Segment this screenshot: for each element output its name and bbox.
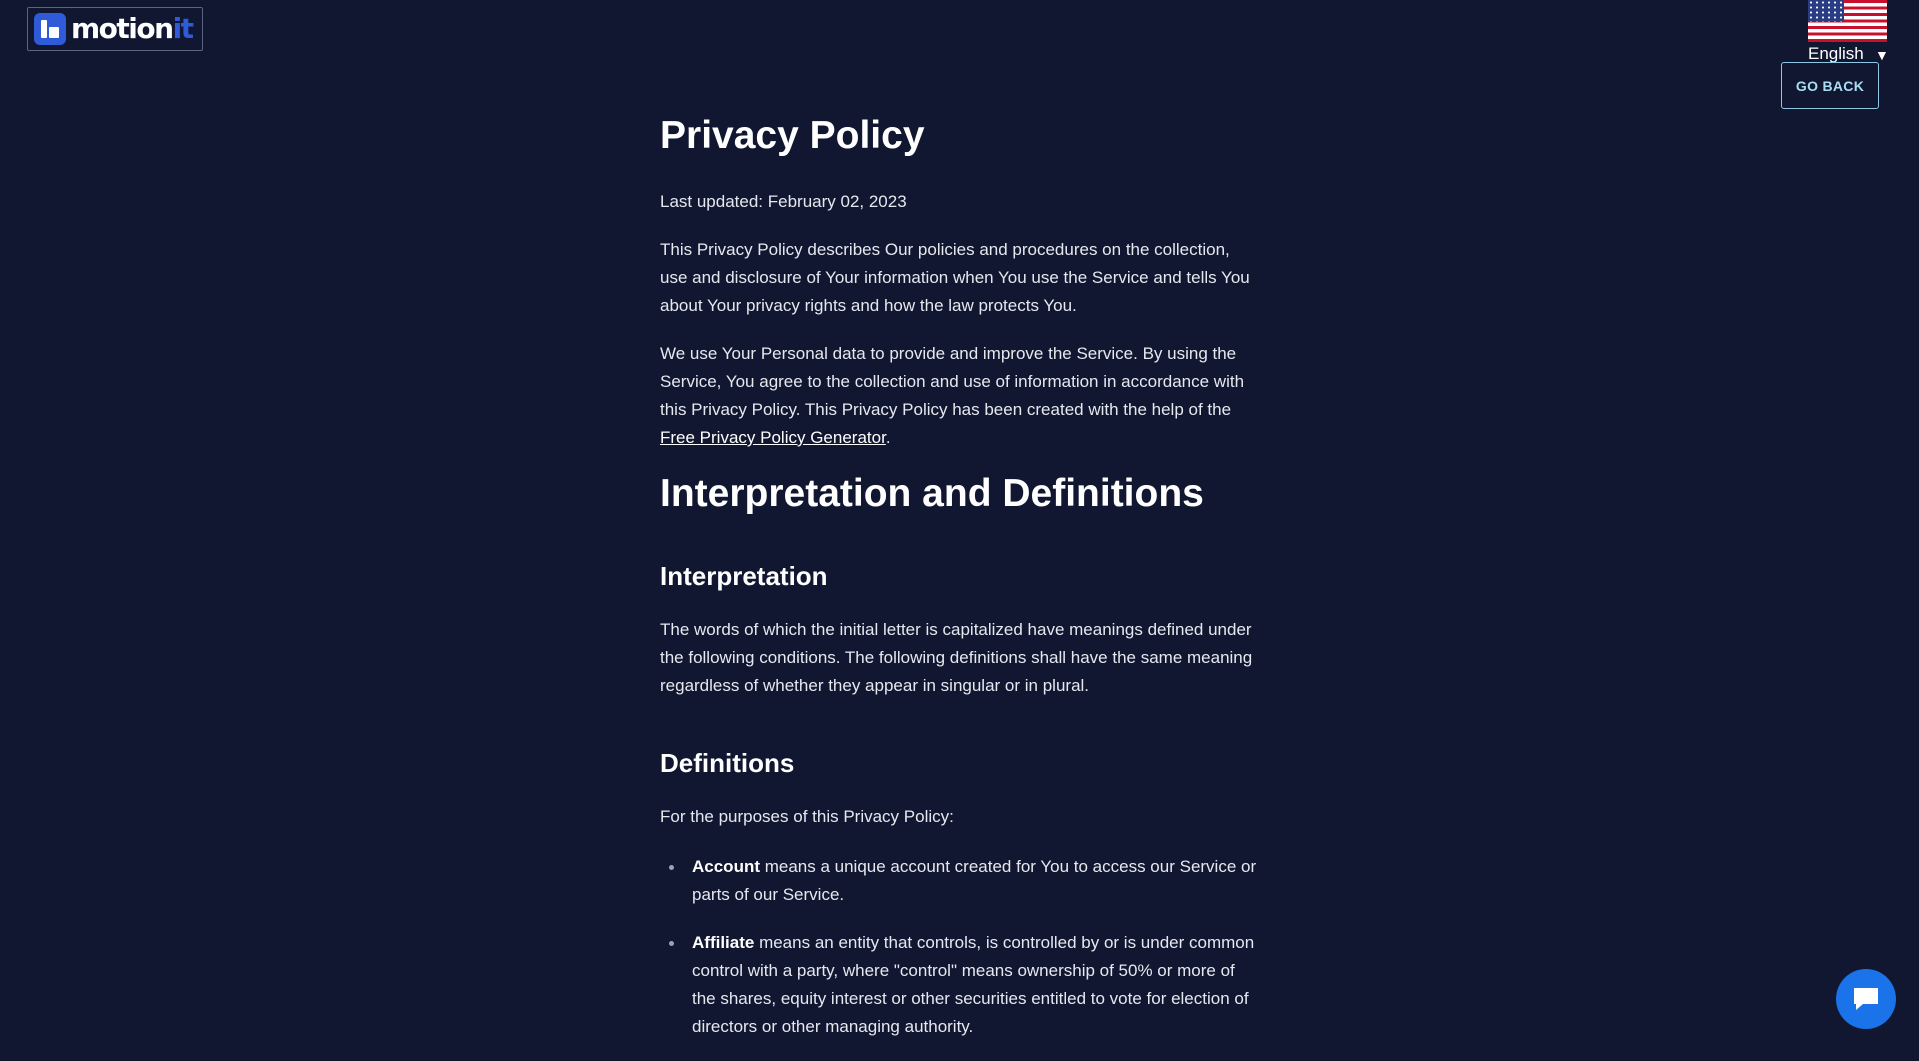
language-label: English xyxy=(1808,44,1864,63)
logo[interactable] xyxy=(27,7,203,51)
intro-paragraph-1: This Privacy Policy describes Our policies and procedures on the collection, use and disclosure of Your information when You use the Service and tells You about Your privacy rights and how the law protects You. xyxy=(660,240,1250,315)
logo-mark-icon xyxy=(34,13,66,45)
chevron-down-icon: ▼ xyxy=(1875,47,1889,63)
us-flag-icon xyxy=(1808,0,1887,42)
definition-text: means a unique account created for You to access our Service or parts of our Service. xyxy=(692,857,1257,904)
subsection-title-definitions: Definitions xyxy=(660,748,795,778)
definition-text: means an entity that controls, is controlled by or is under common control with a party, where "control" means ownership of 50% or more of the shares, equity interest or other securities entitled to vote for election of directors or other managing authority. xyxy=(692,933,1255,1036)
language-selector[interactable] xyxy=(1807,0,1889,62)
definition-term: Affiliate xyxy=(692,933,755,952)
definition-term: Account xyxy=(692,857,760,876)
page-title: Privacy Policy xyxy=(660,114,925,157)
intro-paragraph-2-end: . xyxy=(885,428,891,447)
free-privacy-policy-generator-link[interactable]: Free Privacy Policy Generator xyxy=(660,428,886,447)
logo-text-main: motion xyxy=(71,12,173,45)
subsection-title-interpretation: Interpretation xyxy=(660,561,828,591)
chat-bubble-icon xyxy=(1851,985,1881,1013)
intro-paragraph-2 xyxy=(660,340,1260,452)
interpretation-paragraph: The words of which the initial letter is capitalized have meanings defined under the following conditions. The following definitions shall have the same meaning regardless of whether they appear in singular or in plural. xyxy=(660,620,1253,695)
list-item xyxy=(660,929,1260,1041)
logo-wordmark xyxy=(71,12,193,45)
definitions-intro: For the purposes of this Privacy Policy: xyxy=(660,807,954,826)
chat-widget-button[interactable] xyxy=(1836,969,1896,1029)
section-title-interpretation-definitions: Interpretation and Definitions xyxy=(660,472,1204,515)
definitions-list xyxy=(660,853,1260,1061)
last-updated: Last updated: February 02, 2023 xyxy=(660,192,907,211)
list-item xyxy=(660,853,1260,909)
intro-paragraph-2-text: We use Your Personal data to provide and improve the Service. By using the Service, You agree to the collection and use of information in accordance with this Privacy Policy. This Privacy Policy has been created with the help of the xyxy=(660,344,1245,419)
logo-text-accent: it xyxy=(172,12,193,45)
go-back-button[interactable]: GO BACK xyxy=(1781,62,1879,109)
